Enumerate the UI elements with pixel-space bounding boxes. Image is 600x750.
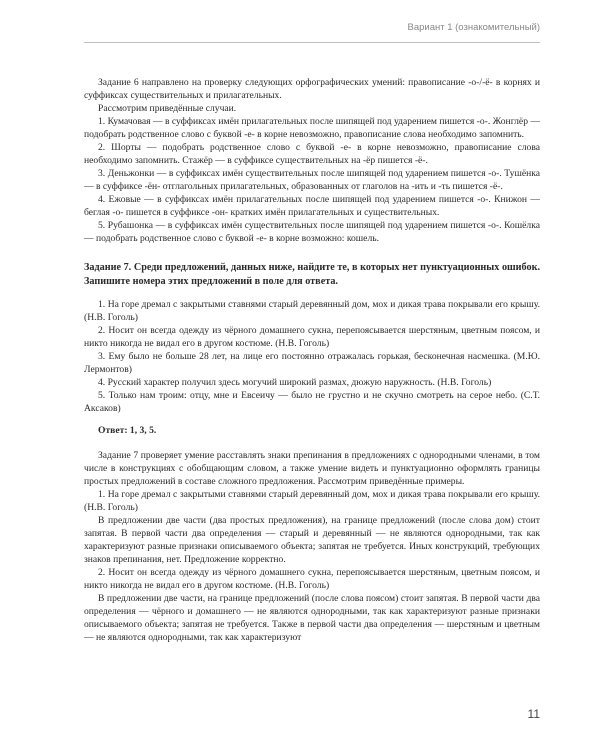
paragraph: В предложении две части, на границе предложений (после слова поясом) стоит запятая. В первой части два определения — чёрного и домашнего — не являются однородными, так как характеризуют разные признаки описываемого объекта; запятая не требуется. Также в первой части два определения — шерстяным и цветным — не являются однородными, так как характеризуют bbox=[84, 593, 540, 643]
paragraph: Рассмотрим приведённые случаи. bbox=[98, 103, 237, 114]
variant-label: Вариант 1 (ознакомительный) bbox=[407, 22, 540, 33]
sentence-item: 2. Носит он всегда одежду из чёрного домашнего сукна, перепоясывается шерстяным, цветным поясом, и никто никогда не видал его в другом костюме. (Н.В. Гоголь) bbox=[84, 325, 540, 349]
sentence-item: 3. Ему было не больше 28 лет, на лице его постоянно отражалась горькая, бесконечная насмешка. (М.Ю. Лермонтов) bbox=[84, 351, 540, 375]
running-header bbox=[84, 22, 540, 38]
header-divider bbox=[84, 42, 540, 43]
paragraph: В предложении две части (два простых предложения), на границе предложений (после слова дом) стоит запятая. В первой части два определения — старый и деревянный — не являются однородными, так как характеризуют разные признаки описываемого объекта; запятая не требуется. Иных конструкций, требующих знаков препинания, нет. Предложение корректно. bbox=[84, 515, 540, 565]
paragraph: 1. Кумачовая — в суффиксах имён прилагательных после шипящей под ударением пишется -о-. Жонглёр — подобрать родственное слово с буквой -е- в корне невозможно, правописание слова необходимо запомнить. bbox=[84, 116, 540, 140]
sentence-item: 1. На горе дремал с закрытыми ставнями старый деревянный дом, мох и дикая трава покрывали его крышу. (Н.В. Гоголь) bbox=[84, 299, 540, 323]
page-number: 11 bbox=[527, 707, 540, 721]
paragraph: 2. Носит он всегда одежду из чёрного домашнего сукна, перепоясывается шерстяным, цветным поясом, и никто никогда не видал его в другом костюме. (Н.В. Гоголь) bbox=[84, 567, 540, 591]
page-content bbox=[84, 76, 540, 644]
answer-line: Ответ: 1, 3, 5. bbox=[98, 425, 157, 436]
paragraph: Задание 6 направлено на проверку следующих орфографических умений: правописание -о-/-ё- в корнях и суффиксах существительных и прилагательных. bbox=[84, 77, 540, 101]
sentence-item: 4. Русский характер получил здесь могучий широкий размах, дюжую наружность. (Н.В. Гоголь) bbox=[98, 377, 492, 388]
task-7-heading: Задание 7. Среди предложений, данных ниже, найдите те, в которых нет пунктуационных ошибок. Запишите номера этих предложений в поле для ответа. bbox=[84, 262, 540, 287]
paragraph: 1. На горе дремал с закрытыми ставнями старый деревянный дом, мох и дикая трава покрывали его крышу. (Н.В. Гоголь) bbox=[84, 489, 540, 513]
paragraph: 3. Деньжонки — в суффиксах имён существительных после шипящей под ударением пишется -о-. Тушёнка — в суффиксе -ён- отглагольных прилагательных, образованных от глаголов на -ить и -ть пишется -ё-. bbox=[84, 168, 540, 192]
paragraph: 5. Рубашонка — в суффиксах имён существительных после шипящей под ударением пишется -о-. Кошёлка — подобрать родственное слово с буквой -е- в корне возможно: кошель. bbox=[84, 220, 540, 244]
paragraph: Задание 7 проверяет умение расставлять знаки препинания в предложениях с однородными членами, в том числе в конструкциях с обобщающим словом, а также умение видеть и пунктуационно оформлять границы простых предложений в составе сложного предложения. Рассмотрим приведённые примеры. bbox=[84, 450, 540, 487]
paragraph: 4. Ежовые — в суффиксах имён прилагательных после шипящей под ударением пишется -о-. Книжон — беглая -о- пишется в суффиксе -он- кратких имён прилагательных и существительных. bbox=[84, 194, 540, 218]
sentence-item: 5. Только нам троим: отцу, мне и Евсеичу — было не грустно и не скучно смотреть на серое небо. (С.Т. Аксаков) bbox=[84, 390, 540, 414]
paragraph: 2. Шорты — подобрать родственное слово с буквой -е- в корне невозможно, правописание слова необходимо запомнить. Стажёр — в суффиксе существительных на -ёр пишется -ё-. bbox=[84, 142, 540, 166]
